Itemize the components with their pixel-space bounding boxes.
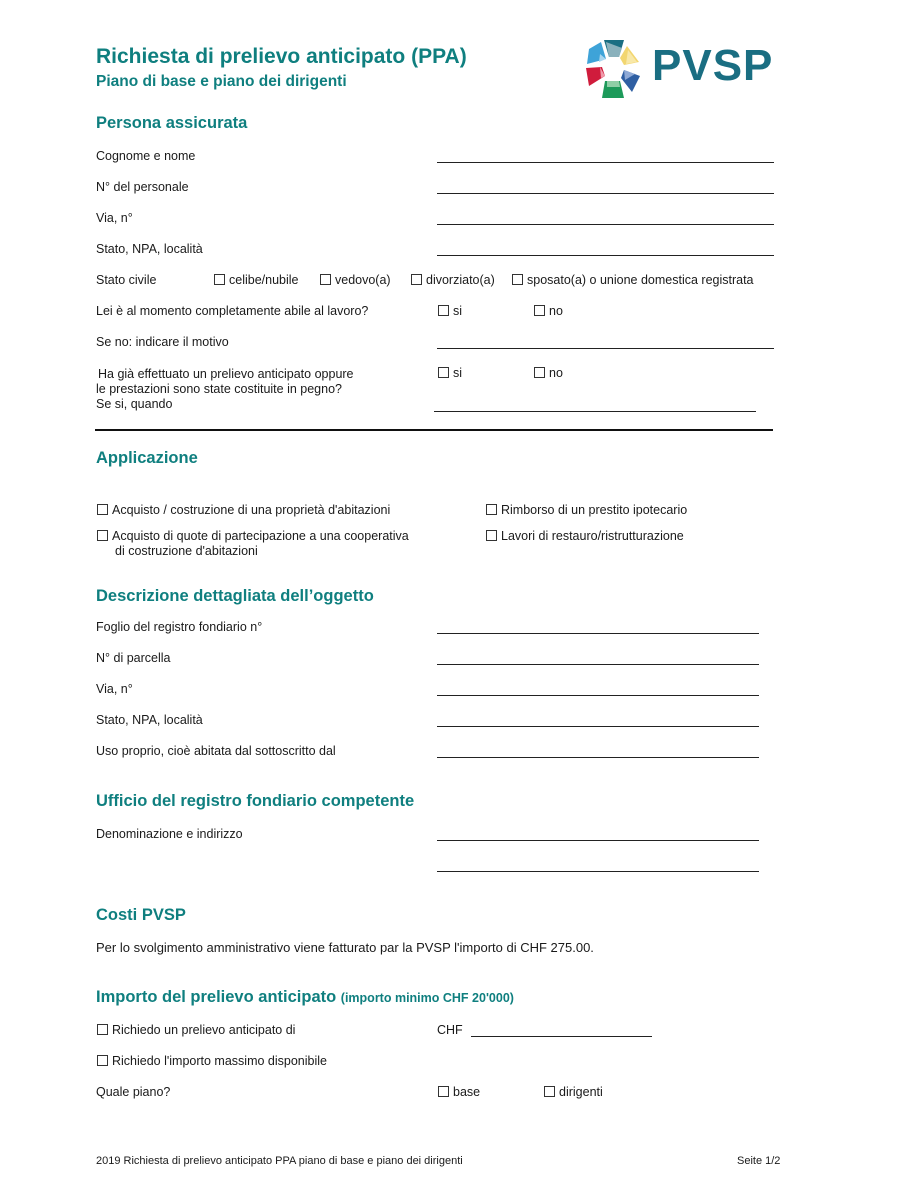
- field-label-object-country-zip-city: Stato, NPA, località: [96, 713, 203, 727]
- checkbox-icon[interactable]: [97, 504, 108, 515]
- field-label-registry-sheet: Foglio del registro fondiario n°: [96, 620, 263, 634]
- previous-withdrawal-when-input[interactable]: [434, 411, 756, 412]
- reason-label: Se no: indicare il motivo: [96, 335, 229, 349]
- fit-for-work-yes[interactable]: [438, 304, 462, 319]
- field-input-street[interactable]: [437, 224, 774, 225]
- amount-input[interactable]: [471, 1036, 652, 1037]
- pvsp-logo-mark-icon: [582, 37, 644, 99]
- civil-status-option-married[interactable]: [512, 273, 754, 288]
- field-label-parcel-number: N° di parcella: [96, 651, 171, 665]
- field-input-registry-name-address-line2[interactable]: [437, 871, 759, 872]
- field-label-personnel-number: N° del personale: [96, 180, 189, 194]
- option-label: base: [453, 1085, 481, 1099]
- checkbox-icon[interactable]: [438, 367, 449, 378]
- logo-text: PVSP: [652, 41, 774, 90]
- civil-status-option-divorced[interactable]: [411, 273, 495, 288]
- section-heading-land-registry: Ufficio del registro fondiario competente: [96, 792, 415, 810]
- checkbox-icon[interactable]: [438, 305, 449, 316]
- previous-withdrawal-label-line2: le prestazioni sono state costituite in pegno?: [96, 382, 342, 396]
- currency-label: CHF: [437, 1023, 463, 1037]
- checkbox-icon[interactable]: [534, 367, 545, 378]
- footer-doc-title: 2019 Richiesta di prelievo anticipato PPA piano di base e piano dei dirigenti: [96, 1155, 463, 1167]
- field-label-country-zip-city: Stato, NPA, località: [96, 242, 203, 256]
- checkbox-icon[interactable]: [544, 1086, 555, 1097]
- application-option-renovation[interactable]: [486, 529, 684, 544]
- field-input-own-use-since[interactable]: [437, 757, 759, 758]
- checkbox-icon[interactable]: [97, 530, 108, 541]
- field-input-country-zip-city[interactable]: [437, 255, 774, 256]
- checkbox-icon[interactable]: [486, 530, 497, 541]
- field-input-object-street[interactable]: [437, 695, 759, 696]
- option-label: Richiedo l'importo massimo disponibile: [112, 1054, 327, 1068]
- checkbox-icon[interactable]: [438, 1086, 449, 1097]
- option-label: Lavori di restauro/ristrutturazione: [501, 529, 684, 543]
- application-option-mortgage-repayment[interactable]: [486, 503, 687, 518]
- reason-input[interactable]: [437, 348, 774, 349]
- field-input-registry-name-address-line1[interactable]: [437, 840, 759, 841]
- option-label: Acquisto di quote di partecipazione a una cooperativa: [112, 529, 409, 543]
- checkbox-icon[interactable]: [486, 504, 497, 515]
- previous-withdrawal-yes[interactable]: [438, 366, 462, 381]
- field-label-own-use-since: Uso proprio, cioè abitata dal sottoscritto dal: [96, 744, 336, 758]
- request-max-amount-option[interactable]: [97, 1054, 327, 1069]
- option-label: divorziato(a): [426, 273, 495, 287]
- amount-heading-text: Importo del prelievo anticipato: [96, 988, 337, 1006]
- section-heading-costs: Costi PVSP: [96, 906, 186, 924]
- option-label: Rimborso di un prestito ipotecario: [501, 503, 688, 517]
- option-label: celibe/nubile: [229, 273, 299, 287]
- footer-page-number: Seite 1/2: [737, 1155, 781, 1167]
- request-amount-option[interactable]: [97, 1023, 295, 1038]
- previous-withdrawal-label-line3: Se si, quando: [96, 397, 173, 411]
- checkbox-icon[interactable]: [320, 274, 331, 285]
- option-label: dirigenti: [559, 1085, 603, 1099]
- field-label-street: Via, n°: [96, 211, 133, 225]
- civil-status-option-single[interactable]: [214, 273, 299, 288]
- checkbox-icon[interactable]: [97, 1024, 108, 1035]
- field-input-name[interactable]: [437, 162, 774, 163]
- field-input-personnel-number[interactable]: [437, 193, 774, 194]
- field-input-registry-sheet[interactable]: [437, 633, 759, 634]
- amount-heading-note: (importo minimo CHF 20'000): [340, 991, 514, 1005]
- option-label: sposato(a) o unione domestica registrata: [527, 273, 754, 287]
- section-divider: [95, 429, 773, 431]
- section-heading-amount: [96, 988, 514, 1007]
- previous-withdrawal-no[interactable]: [534, 366, 563, 381]
- field-input-parcel-number[interactable]: [437, 664, 759, 665]
- field-input-object-country-zip-city[interactable]: [437, 726, 759, 727]
- section-heading-insured: Persona assicurata: [96, 114, 248, 132]
- field-label-name: Cognome e nome: [96, 149, 196, 163]
- section-heading-object-description: Descrizione dettagliata dell’oggetto: [96, 587, 374, 605]
- option-label: si: [453, 366, 463, 380]
- field-label-registry-name-address: Denominazione e indirizzo: [96, 827, 243, 841]
- checkbox-icon[interactable]: [534, 305, 545, 316]
- costs-text: Per lo svolgimento amministrativo viene fatturato par la PVSP l'importo di CHF 275.00.: [96, 940, 594, 955]
- plan-option-base[interactable]: [438, 1085, 480, 1100]
- option-label-line2: di costruzione d'abitazioni: [115, 544, 258, 558]
- section-heading-application: Applicazione: [96, 449, 198, 467]
- checkbox-icon[interactable]: [97, 1055, 108, 1066]
- logo-petal-top-left: [587, 42, 606, 64]
- option-label: vedovo(a): [335, 273, 391, 287]
- option-label: no: [549, 366, 563, 380]
- plan-label: Quale piano?: [96, 1085, 171, 1099]
- option-label: no: [549, 304, 563, 318]
- fit-for-work-label: Lei è al momento completamente abile al lavoro?: [96, 304, 369, 318]
- previous-withdrawal-label: [96, 367, 354, 412]
- page-title: Richiesta di prelievo anticipato (PPA): [96, 45, 467, 68]
- option-label: si: [453, 304, 463, 318]
- checkbox-icon[interactable]: [214, 274, 225, 285]
- previous-withdrawal-label-line1: Ha già effettuato un prelievo anticipato oppure: [98, 367, 354, 381]
- civil-status-option-widowed[interactable]: [320, 273, 391, 288]
- page-subtitle: Piano di base e piano dei dirigenti: [96, 73, 347, 90]
- fit-for-work-no[interactable]: [534, 304, 563, 319]
- option-label: Acquisto / costruzione di una proprietà d'abitazioni: [112, 503, 391, 517]
- option-label: Richiedo un prelievo anticipato di: [112, 1023, 296, 1037]
- field-label-object-street: Via, n°: [96, 682, 133, 696]
- plan-option-executives[interactable]: [544, 1085, 603, 1100]
- application-option-purchase-construction[interactable]: [97, 503, 390, 518]
- checkbox-icon[interactable]: [512, 274, 523, 285]
- civil-status-label: Stato civile: [96, 273, 157, 287]
- checkbox-icon[interactable]: [411, 274, 422, 285]
- application-option-cooperative-shares[interactable]: [97, 529, 409, 559]
